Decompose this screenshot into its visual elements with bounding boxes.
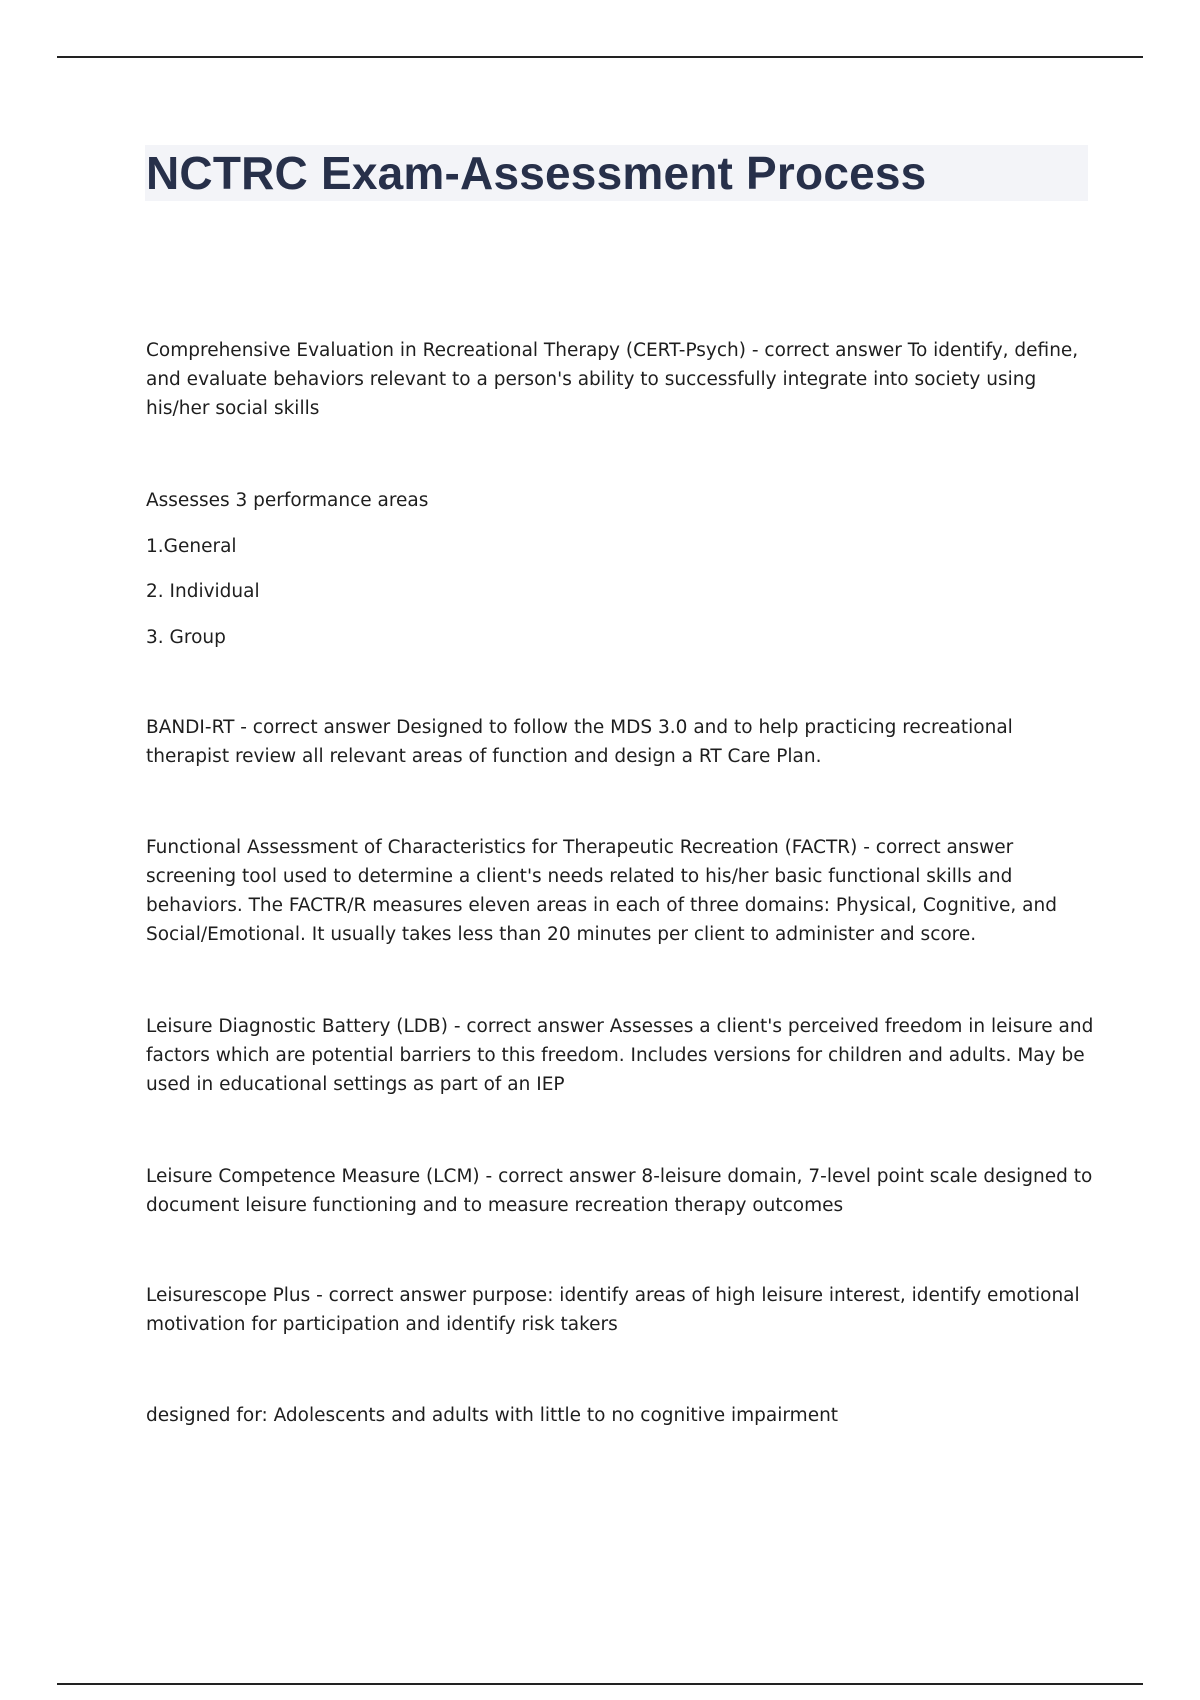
paragraph-cert-psych: Comprehensive Evaluation in Recreational Therapy (CERT-Psych) - correct answer To identify, define, and evaluate behaviors relevant to a person's ability to successfully integrate into society using his/her social skills bbox=[146, 340, 1079, 419]
paragraph-factr: Functional Assessment of Characteristics for Therapeutic Recreation (FACTR) - correct answer screening tool used to determine a client's needs related to his/her basic functional skills and behaviors. The FACTR/R measures eleven areas in each of three domains: Physical, Cognitive, and Social/Emotional. It usually takes less than 20 minutes per client to administer and score. bbox=[146, 837, 1057, 945]
list-item-individual: 2. Individual bbox=[146, 581, 260, 602]
bottom-rule bbox=[57, 1683, 1143, 1685]
list-item-general: 1.General bbox=[146, 536, 237, 557]
paragraph-leisurescope: Leisurescope Plus - correct answer purpose: identify areas of high leisure interest, identify emotional motivation for participation and identify risk takers bbox=[146, 1285, 1080, 1335]
top-rule bbox=[57, 56, 1143, 58]
list-item-group: 3. Group bbox=[146, 627, 226, 648]
paragraph-assesses: Assesses 3 performance areas bbox=[146, 490, 429, 511]
paragraph-designed-for: designed for: Adolescents and adults with little to no cognitive impairment bbox=[146, 1405, 839, 1426]
paragraph-bandi-rt: BANDI-RT - correct answer Designed to follow the MDS 3.0 and to help practicing recreational therapist review all relevant areas of function and design a RT Care Plan. bbox=[146, 717, 1013, 767]
paragraph-ldb: Leisure Diagnostic Battery (LDB) - correct answer Assesses a client's perceived freedom in leisure and factors which are potential barriers to this freedom. Includes versions for children and adults. May be used in educational settings as part of an IEP bbox=[146, 1016, 1094, 1095]
page-title: NCTRC Exam-Assessment Process bbox=[146, 147, 927, 199]
paragraph-lcm: Leisure Competence Measure (LCM) - correct answer 8-leisure domain, 7-level point scale designed to document leisure functioning and to measure recreation therapy outcomes bbox=[146, 1166, 1093, 1216]
